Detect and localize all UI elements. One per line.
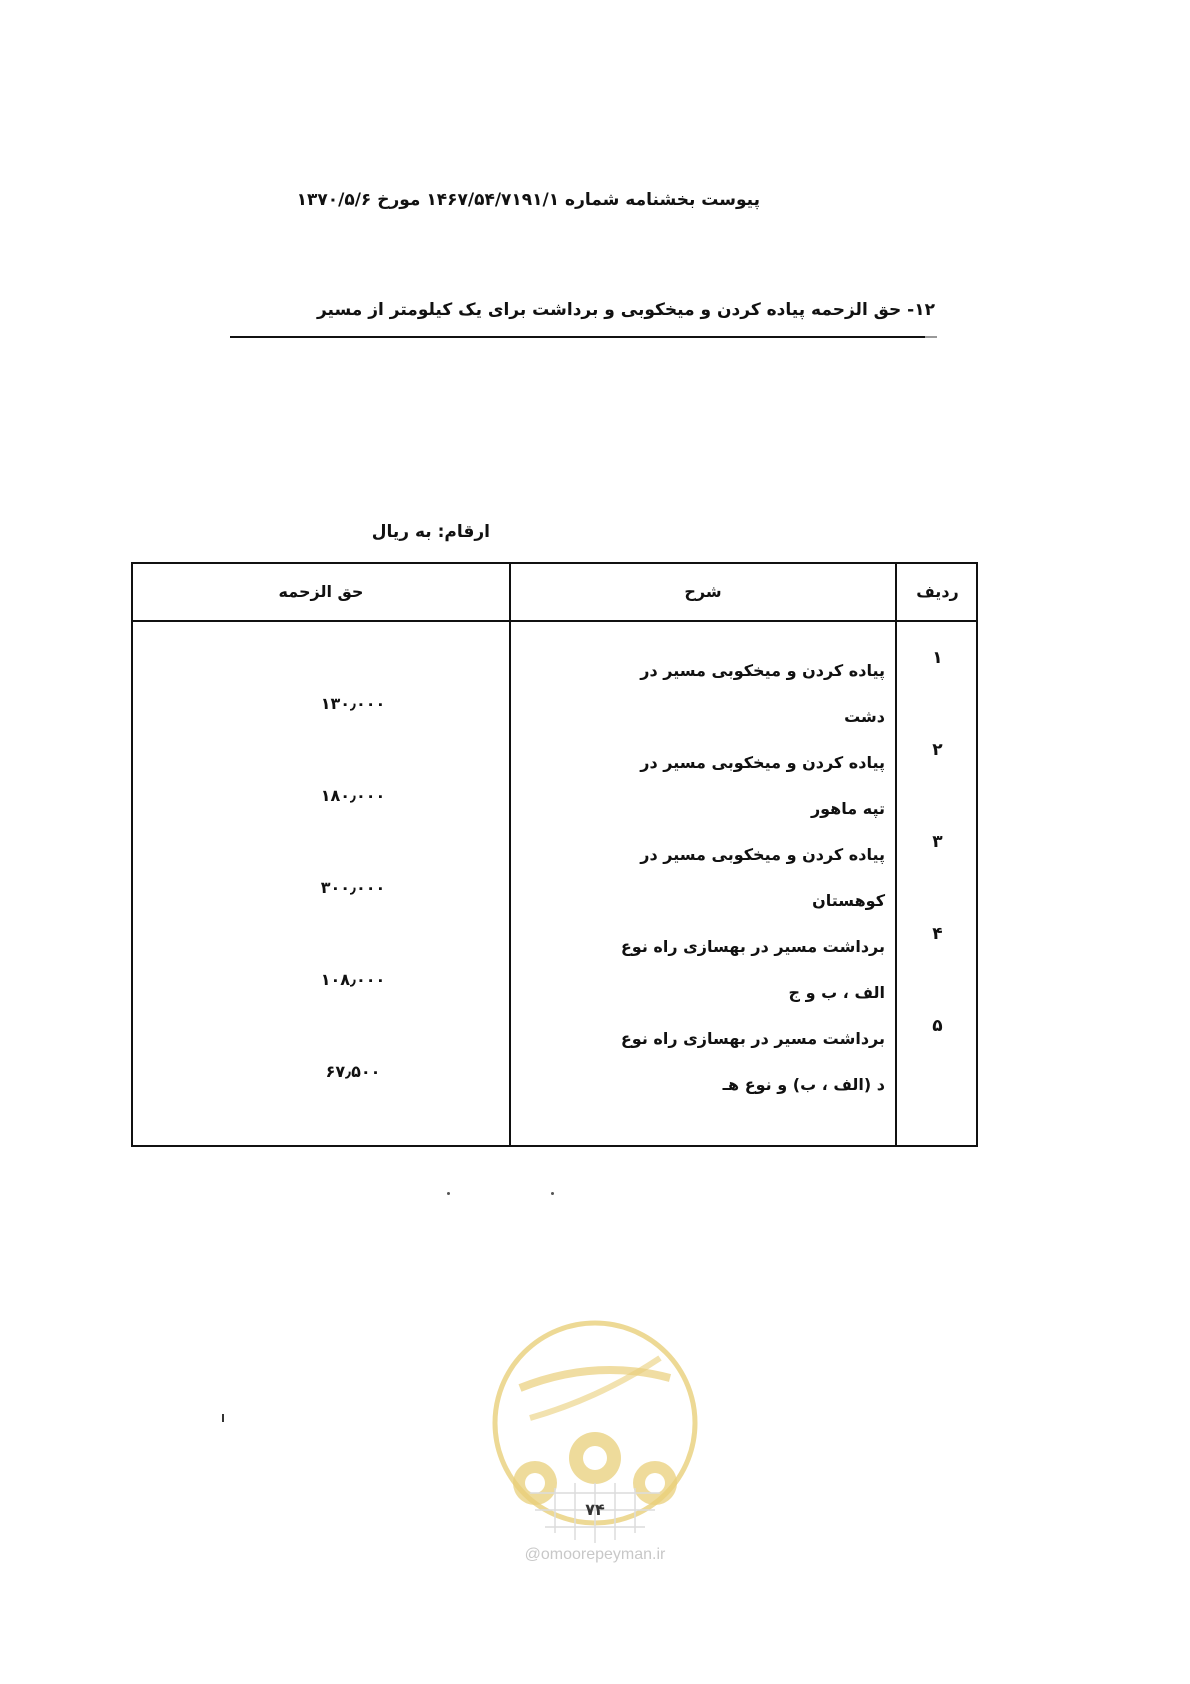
row-number: ۱	[932, 648, 943, 668]
row-fee-amount: ۱۸۰٫۰۰۰	[320, 786, 386, 805]
table-row	[133, 642, 976, 734]
row-description	[533, 832, 885, 924]
title-underline	[230, 336, 925, 338]
table-row	[133, 918, 976, 1010]
row-description	[533, 648, 885, 740]
circular-reference: پیوست بخشنامه شماره ۱۴۶۷/۵۴/۷۱۹۱/۱ مورخ ۱۳۷۰/۵/۶	[296, 190, 760, 210]
row-fee-amount: ۱۳۰٫۰۰۰	[320, 694, 386, 713]
row-description-line2: کوهستان	[812, 891, 885, 910]
row-number: ۵	[932, 1016, 943, 1036]
watermark-caption: @omoorepeyman.ir	[524, 1546, 666, 1563]
row-description	[533, 740, 885, 832]
table-body	[133, 622, 976, 1145]
row-description-line2: الف ، ب و ج	[788, 983, 885, 1002]
document-title: ۱۲- حق الزحمه پیاده کردن و میخکوبی و برداشت برای یک کیلومتر از مسیر	[316, 300, 935, 320]
row-fee-amount: ۳۰۰٫۰۰۰	[320, 878, 386, 897]
table-row	[133, 734, 976, 826]
page-number: ۷۴	[585, 1500, 605, 1519]
row-fee-amount: ۱۰۸٫۰۰۰	[320, 970, 386, 989]
row-description-line1: پیاده کردن و میخکوبی مسیر در	[640, 845, 885, 864]
column-header-fee: حق الزحمه	[278, 582, 364, 601]
units-note: ارقام: به ریال	[371, 522, 490, 542]
row-description-line2: د (الف ، ب) و نوع هـ	[722, 1075, 885, 1094]
row-description-line1: برداشت مسیر در بهسازی راه نوع	[620, 1029, 885, 1048]
row-number: ۴	[932, 924, 943, 944]
scan-speck	[551, 1192, 554, 1195]
column-header-description: شرح	[684, 582, 722, 601]
row-number: ۲	[932, 740, 943, 760]
row-description-line1: پیاده کردن و میخکوبی مسیر در	[640, 753, 885, 772]
row-fee-amount: ۶۷٫۵۰۰	[325, 1062, 381, 1081]
row-description	[533, 924, 885, 1016]
table-row	[133, 1010, 976, 1102]
row-description	[533, 1016, 885, 1108]
scan-speck	[447, 1192, 450, 1195]
title-underline-tail	[925, 336, 937, 338]
scan-mark	[222, 1414, 224, 1422]
row-number: ۳	[932, 832, 943, 852]
table-row	[133, 826, 976, 918]
column-header-row-number: ردیف	[916, 582, 959, 601]
fee-table	[131, 562, 978, 1147]
row-description-line1: برداشت مسیر در بهسازی راه نوع	[620, 937, 885, 956]
row-description-line1: پیاده کردن و میخکوبی مسیر در	[640, 661, 885, 680]
row-description-line2: دشت	[844, 707, 885, 726]
row-description-line2: تپه ماهور	[810, 799, 885, 818]
